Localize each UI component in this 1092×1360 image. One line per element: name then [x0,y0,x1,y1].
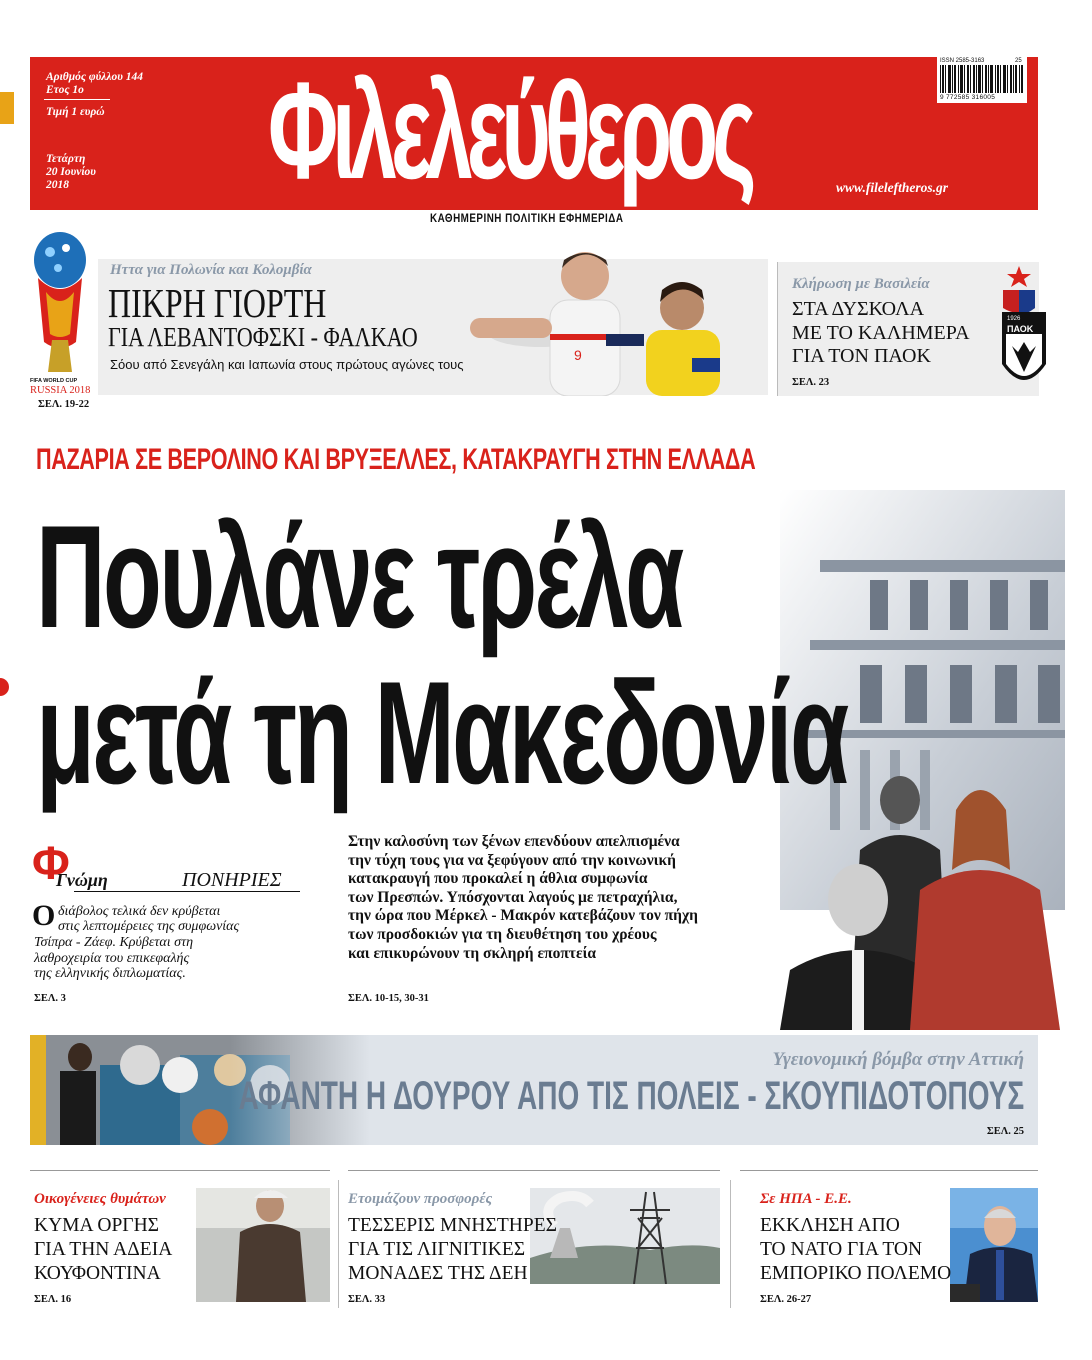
bottom3-title [760,1214,951,1286]
garbage-kicker: Υγειονομική βόμβα στην Αττική [772,1049,1024,1070]
newspaper-logo: Φιλελεύθερος [268,54,751,208]
binding-mark-red-dot [0,678,9,696]
jersey-number: 9 [574,347,582,363]
paok-title-line1: ΣΤΑ ΔΥΣΚΟΛΑ [792,298,925,320]
bottom-col-divider-1 [338,1180,339,1308]
wc-title-line2: ΓΙΑ ΛΕΒΑΝΤΟΦΣΚΙ - ΦΑΛΚΑΟ [108,322,418,352]
bottom3-line2: ΤΟ ΝΑΤΟ ΓΙΑ ΤΟΝ [760,1239,923,1260]
power-plant-photo [530,1188,720,1284]
bottom1-line1: ΚΥΜΑ ΟΡΓΗΣ [34,1215,160,1236]
paok-kicker: Κλήρωση με Βασιλεία [792,276,930,292]
wc-logo-caption: RUSSIA 2018 [30,385,91,396]
bottom3-line1: ΕΚΚΛΗΣΗ ΑΠΟ [760,1215,900,1236]
issue-date-year: 2018 [46,179,69,191]
gnomi-logo-word: Γνώμη [56,870,108,890]
wc-subtitle: Σόου από Σενεγάλη και Ιαπωνία στους πρώτους αγώνες τους [110,357,464,372]
binding-mark-orange [0,92,14,124]
koufontinas-photo [196,1188,330,1302]
gnomi-line2: στις λεπτομέρειες της συμφωνίας [58,919,240,934]
gnomi-line4: λαθροχειρία του επικεφαλής [34,951,190,966]
tagline: ΚΑΘΗΜΕΡΙΝΗ ΠΟΛΙΤΙΚΗ ΕΦΗΜΕΡΙΔΑ [430,211,624,225]
gnomi-line3: Τσίπρα - Ζάεφ. Κρύβεται στη [34,935,194,950]
bottom1-line3: ΚΟΥΦΟΝΤΙΝΑ [34,1263,161,1284]
gnomi-page-ref: ΣΕΛ. 3 [34,993,66,1004]
bottom2-line3: ΜΟΝΑΔΕΣ ΤΗΣ ΔΕΗ [348,1263,528,1284]
bottom3-line3: ΕΜΠΟΡΙΚΟ ΠΟΛΕΜΟ [760,1263,952,1284]
gnomi-drop-cap: O [32,899,56,932]
website-link[interactable]: www.fileleftheros.gr [836,180,949,195]
main-page-ref: ΣΕΛ. 10-15, 30-31 [348,993,429,1004]
barcode-digits: 9 772585 316005 [940,94,996,101]
lede-line5: την ώρα που Μέρκελ - Μακρόν κατεβάζουν τον πήχη [348,907,698,925]
main-headline-line2: μετά τη Μακεδονία [36,651,847,814]
garbage-title: ΑΦΑΝΤΗ Η ΔΟΥΡΟΥ ΑΠΟ ΤΙΣ ΠΟΛΕΙΣ - ΣΚΟΥΠΙΔΟΤΟΠΟΥΣ [238,1074,1024,1118]
bottom-rule-3 [740,1170,1038,1171]
issue-date: 20 Ιουνίου [46,166,96,178]
issue-number: Αριθμός φύλλου 144 [46,71,143,83]
main-lede [348,833,798,963]
lede-line6: των προσδοκιών για τη διευθέτηση του χρέους [348,925,657,943]
masthead-divider [44,99,110,100]
bottom2-page-ref: ΣΕΛ. 33 [348,1294,386,1305]
gnomi-line5: της ελληνικής διπλωματίας. [34,966,186,981]
lede-line4: των Πρεσπών. Υπόσχονται λαγούς με πετραχήλια, [348,888,678,906]
main-supra-headline: ΠΑΖΑΡΙΑ ΣΕ ΒΕΡΟΛΙΝΟ ΚΑΙ ΒΡΥΞΕΛΛΕΣ, ΚΑΤΑΚΡΑΥΓΗ ΣΤΗΝ ΕΛΛΑΔΑ [36,443,756,476]
paok-title [792,298,970,369]
paok-title-line2: ΜΕ ΤΟ ΚΑΛΗΜΕΡΑ [792,321,970,344]
issue-price: Τιμή 1 ευρώ [46,106,105,118]
barcode [937,57,1027,103]
bottom1-title [34,1214,172,1286]
gnomi-logo-letter: Φ [32,837,70,889]
lede-line1: Στην καλοσύνη των ξένων επενδύουν απελπισμένα [348,833,680,850]
bottom3-page-ref: ΣΕΛ. 26-27 [760,1294,812,1305]
bottom-col-divider-2 [730,1180,731,1308]
paok-page-ref: ΣΕΛ. 23 [792,377,830,388]
lede-line3: κατακραυγή που προκαλεί η άθλια συμφωνία [348,870,648,888]
bottom1-page-ref: ΣΕΛ. 16 [34,1294,72,1305]
stoltenberg-photo [950,1188,1038,1302]
issue-year: Ετος 1ο [46,84,84,96]
players-photo [470,238,730,396]
lede-line7: και επικυρώνουν τη σκληρή εποπτεία [348,944,597,962]
garbage-page-ref: ΣΕΛ. 25 [986,1126,1024,1137]
bottom3-kicker: Σε ΗΠΑ - Ε.Ε. [760,1191,852,1207]
paok-badge-year: 1926 [1007,316,1021,322]
bottom-rule-2 [348,1170,720,1171]
bottom1-kicker: Οικογένειες θυμάτων [34,1191,166,1207]
issue-weekday: Τετάρτη [46,153,86,165]
main-headline-line1: Πουλάνε τρέλα [36,495,682,658]
gnomi-title: ΠΟΝΗΡΙΕΣ [182,869,282,891]
paok-title-line3: ΓΙΑ ΤΟΝ ΠΑΟΚ [792,345,931,367]
barcode-icon [940,65,1024,93]
barcode-issue: 25 [1015,58,1022,64]
bottom2-title [348,1214,557,1286]
bottom2-line2: ΓΙΑ ΤΙΣ ΛΙΓΝΙΤΙΚΕΣ [348,1239,526,1260]
bottom2-kicker: Ετοιμάζουν προσφορές [348,1191,493,1207]
lede-line2: την τύχη τους για να ξεφύγουν από την κοινωνική [348,851,676,869]
world-cup-logo-icon [28,222,92,382]
bottom1-line2: ΓΙΑ ΤΗΝ ΑΔΕΙΑ [34,1239,173,1260]
wc-page-ref: ΣΕΛ. 19-22 [38,399,90,410]
bottom2-line1: ΤΕΣΣΕΡΙΣ ΜΝΗΣΤΗΡΕΣ [348,1215,557,1236]
gnomi-line1: διάβολος τελικά δεν κρύβεται [58,904,221,919]
wc-title-line1: ΠΙΚΡΗ ΓΙΟΡΤΗ [108,280,327,326]
bottom-rule-1 [30,1170,330,1171]
wc-logo-caption-small: FIFA WORLD CUP [30,378,78,384]
wc-kicker: Ηττα για Πολωνία και Κολομβία [110,262,312,278]
issn-text: ISSN 2585-3163 [940,58,985,64]
gnomi-divider [74,891,300,892]
paok-badge-text: ΠΑΟΚ [1007,324,1034,334]
